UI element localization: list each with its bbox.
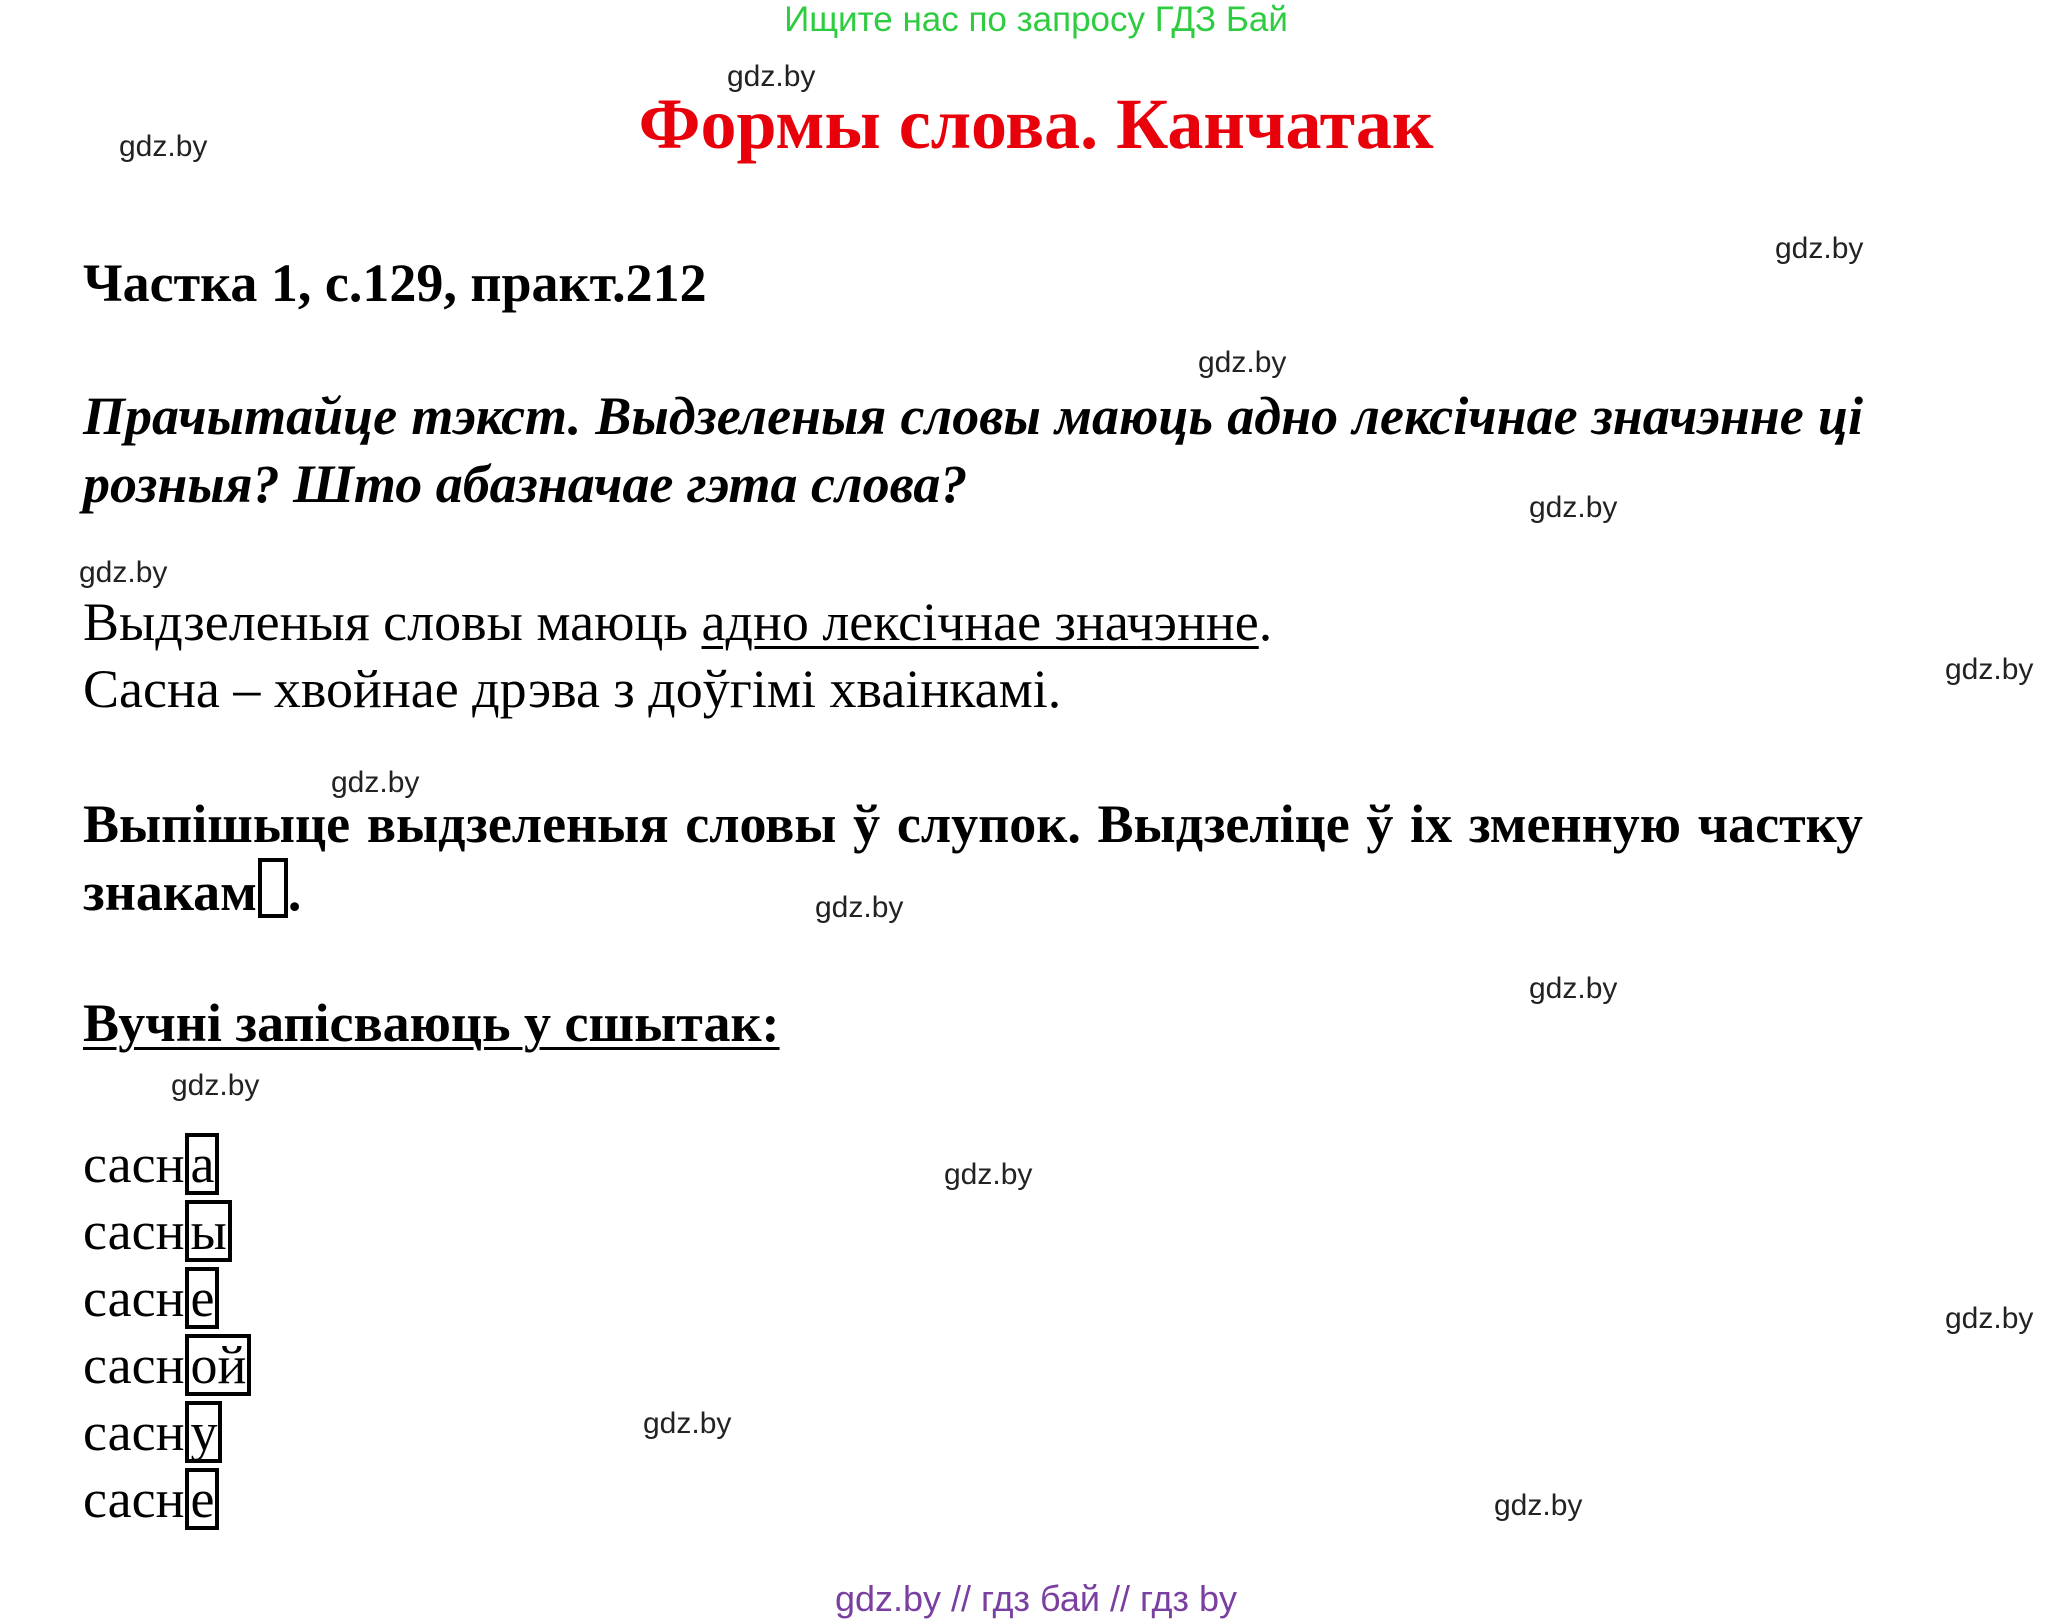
answer-line-2: Сасна – хвойнае дрэва з доўгімі хваінкамі.: [83, 659, 1062, 719]
word-stem: сасн: [83, 1335, 185, 1395]
watermark: gdz.by: [1945, 1302, 2034, 1335]
answer-period: .: [1258, 592, 1273, 652]
word-form: [83, 1197, 232, 1265]
word-form: [83, 1465, 219, 1533]
answer-text: Выдзеленыя словы маюць: [83, 592, 702, 652]
watermark: gdz.by: [1529, 491, 1618, 524]
page-title: Формы слова. Канчатак: [638, 84, 1434, 164]
answer-underlined: адно лексічнае значэнне: [701, 592, 1259, 652]
section-heading: Частка 1, с.129, практ.212: [83, 253, 707, 313]
word-stem: сасн: [83, 1268, 185, 1328]
watermark: gdz.by: [1775, 232, 1864, 265]
watermark: gdz.by: [331, 766, 420, 799]
word-stem: сасн: [83, 1201, 185, 1261]
word-form: [83, 1331, 251, 1399]
task-instruction-2: [83, 790, 1863, 926]
word-ending: ы: [185, 1200, 231, 1262]
watermark: gdz.by: [815, 891, 904, 924]
word-ending: ой: [185, 1334, 251, 1396]
watermark: gdz.by: [119, 130, 208, 163]
answer-line-1: [83, 589, 1272, 655]
word-stem: сасн: [83, 1402, 185, 1462]
word-form: [83, 1264, 219, 1332]
footer-links: gdz.by // гдз бай // гдз by: [834, 1578, 1238, 1619]
ending-box-icon: [258, 858, 288, 918]
watermark: gdz.by: [944, 1158, 1033, 1191]
watermark: gdz.by: [171, 1069, 260, 1102]
task-instruction-1: Прачытайце тэкст. Выдзеленыя словы маюць адно лексічнае значэнне ці розныя? Што абазначае гэта слова?: [83, 386, 1863, 514]
word-ending: а: [185, 1133, 219, 1195]
task-period: .: [287, 862, 302, 922]
task-text: Выпішыце выдзеленыя словы ў слупок. Выдзеліце ў іх зменную частку знакам: [83, 794, 1863, 922]
word-ending: е: [185, 1267, 219, 1329]
watermark: gdz.by: [1529, 972, 1618, 1005]
word-form: [83, 1398, 222, 1466]
watermark: gdz.by: [79, 556, 168, 589]
word-ending: е: [185, 1468, 219, 1530]
watermark: gdz.by: [643, 1407, 732, 1440]
watermark: gdz.by: [1945, 653, 2034, 686]
watermark: gdz.by: [1494, 1489, 1583, 1522]
top-banner: Ищите нас по запросу ГДЗ Бай: [784, 0, 1288, 39]
word-stem: сасн: [83, 1469, 185, 1529]
word-form: [83, 1130, 219, 1198]
word-ending: у: [185, 1401, 222, 1463]
word-stem: сасн: [83, 1134, 185, 1194]
subheading: Вучні запісваюць у сшытак:: [83, 993, 780, 1053]
watermark: gdz.by: [727, 60, 816, 93]
watermark: gdz.by: [1198, 346, 1287, 379]
